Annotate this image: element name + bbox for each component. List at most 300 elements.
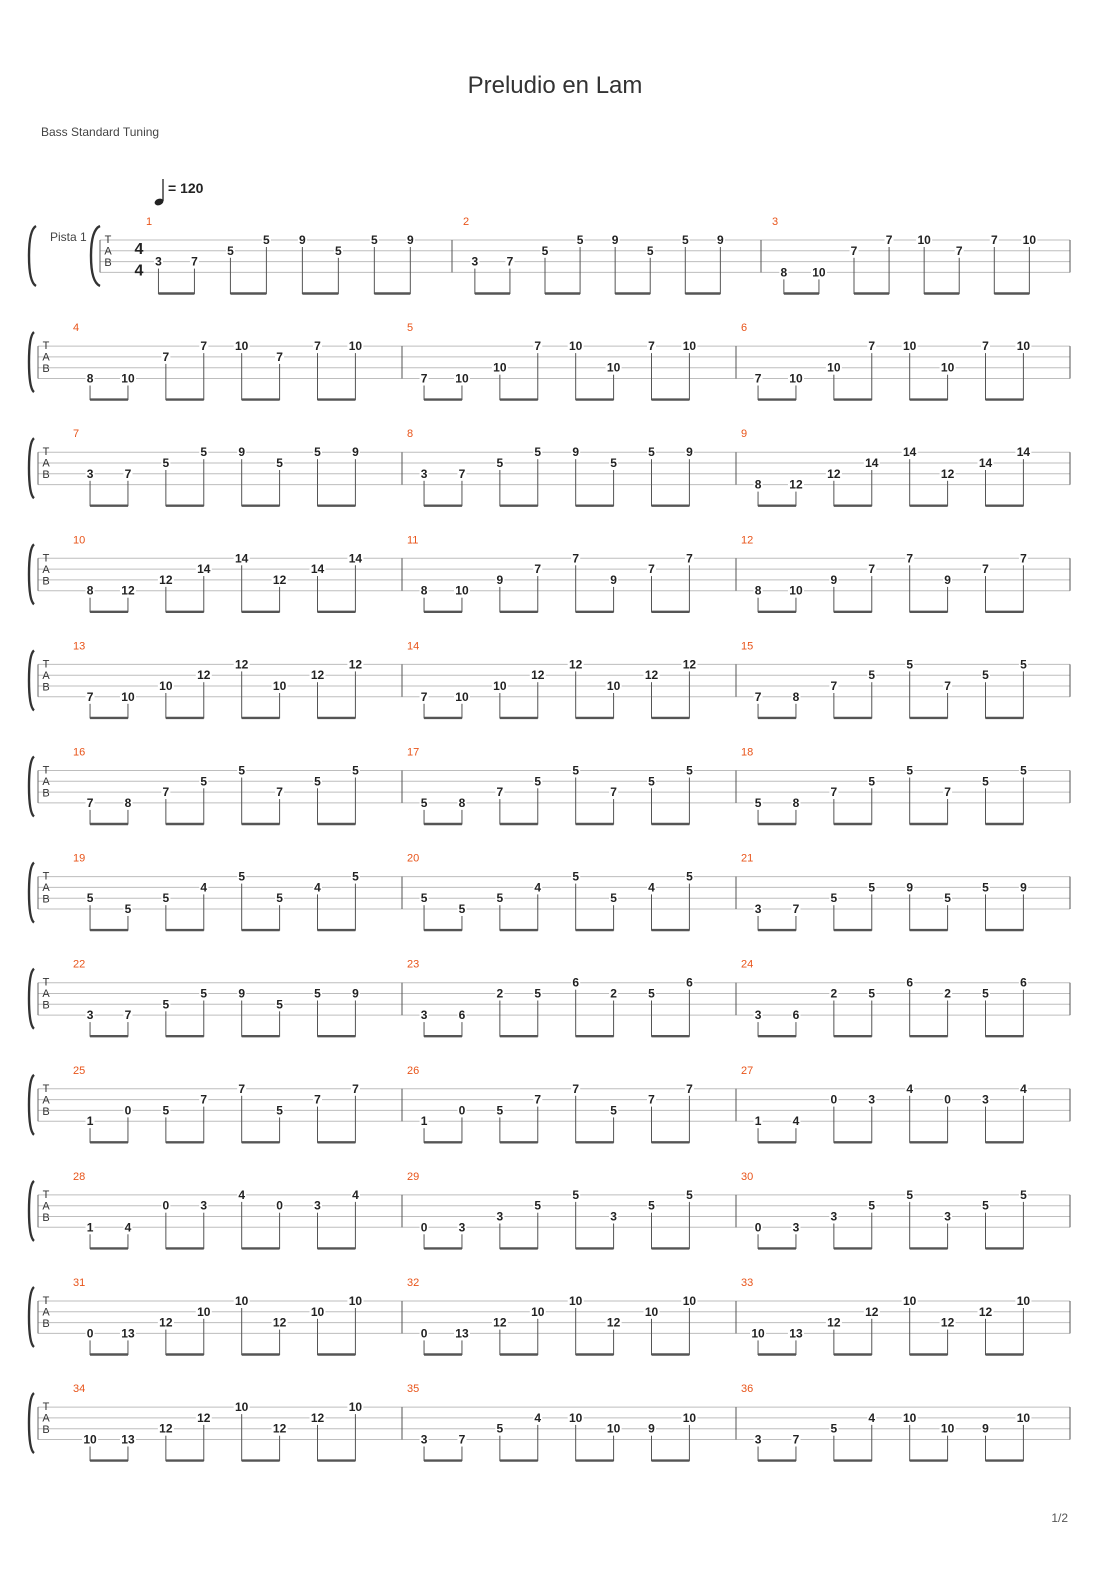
bar-number: 30	[741, 1170, 754, 1183]
fret-number: 12	[493, 1315, 507, 1330]
fret-number: 4	[1020, 1081, 1027, 1096]
fret-number: 5	[610, 456, 617, 470]
bar-number: 24	[741, 958, 754, 971]
fret-number: 5	[648, 1198, 655, 1213]
fret-number: 12	[569, 657, 583, 672]
fret-number: 7	[458, 1432, 466, 1447]
fret-number: 7	[86, 689, 94, 704]
bar-number: 29	[407, 1170, 420, 1183]
fret-number: 10	[903, 1410, 917, 1425]
fret-number: 12	[827, 466, 841, 481]
fret-number: 5	[944, 891, 951, 906]
fret-number: 3	[792, 1220, 800, 1235]
fret-number: 12	[827, 1315, 841, 1330]
fret-number: 5	[648, 445, 655, 460]
fret-number: 7	[868, 562, 876, 577]
tab-clef-letter: A	[42, 351, 50, 364]
fret-number: 5	[648, 774, 655, 789]
tab-clef-letter: B	[104, 257, 112, 269]
bar-number: 1	[146, 216, 153, 228]
fret-number: 5	[458, 902, 466, 916]
fret-number: 12	[940, 466, 955, 481]
fret-number: 14	[310, 562, 325, 577]
tempo-value: = 120	[168, 180, 204, 196]
fret-number: 10	[310, 1304, 325, 1319]
fret-number: 4	[124, 1220, 132, 1235]
bar-number: 27	[741, 1064, 754, 1077]
fret-number: 9	[572, 445, 580, 460]
bar-number: 22	[73, 958, 86, 971]
tab-clef-letter: B	[42, 1211, 50, 1224]
bar-number: 8	[407, 428, 414, 441]
fret-number: 0	[458, 1103, 466, 1118]
staff-brace	[91, 226, 100, 286]
bar-number: 2	[463, 216, 470, 228]
fret-number: 7	[850, 243, 858, 258]
fret-number: 5	[754, 795, 762, 810]
fret-number: 5	[576, 233, 584, 247]
fret-number: 10	[121, 689, 135, 704]
fret-number: 4	[352, 1187, 359, 1202]
staff-brace	[29, 544, 34, 604]
fret-number: 8	[780, 265, 788, 280]
staff-brace	[29, 438, 34, 498]
fret-number: 10	[235, 339, 249, 354]
fret-number: 7	[506, 254, 514, 269]
fret-number: 2	[610, 986, 617, 1001]
fret-number: 9	[352, 445, 359, 460]
fret-number: 6	[1020, 975, 1027, 990]
fret-number: 13	[121, 1326, 135, 1341]
tab-clef-letter: B	[42, 1105, 50, 1118]
fret-number: 7	[830, 785, 838, 800]
fret-number: 5	[610, 891, 617, 906]
tab-clef-letter: A	[42, 1094, 50, 1107]
tab-clef-letter: T	[42, 870, 50, 883]
tab-clef-letter: T	[42, 1295, 50, 1307]
fret-number: 12	[235, 657, 249, 672]
fret-number: 10	[751, 1326, 765, 1341]
fret-number: 3	[830, 1209, 838, 1224]
score-title: Preludio en Lam	[467, 72, 643, 99]
fret-number: 7	[944, 785, 951, 800]
tab-clef-letter: A	[42, 1306, 50, 1319]
bar-number: 16	[73, 746, 86, 759]
fret-number: 6	[572, 975, 580, 990]
fret-number: 7	[314, 1092, 321, 1107]
tab-clef-letter: B	[42, 575, 50, 588]
fret-number: 10	[455, 689, 469, 704]
bar-number: 7	[73, 428, 80, 441]
fret-number: 5	[263, 233, 270, 247]
fret-number: 14	[348, 551, 363, 566]
fret-number: 10	[493, 679, 507, 693]
fret-number: 12	[272, 572, 287, 587]
tab-clef-letter: A	[42, 882, 50, 895]
fret-number: 8	[754, 477, 762, 492]
tab-clef-letter: B	[42, 999, 50, 1012]
fret-number: 9	[610, 572, 617, 587]
fret-number: 10	[121, 371, 135, 386]
fret-number: 3	[200, 1198, 208, 1213]
fret-number: 10	[197, 1304, 211, 1319]
fret-number: 3	[155, 254, 162, 269]
fret-number: 1	[754, 1114, 762, 1129]
fret-number: 7	[868, 339, 876, 354]
fret-number: 10	[644, 1304, 659, 1319]
fret-number: 4	[200, 880, 208, 895]
fret-number: 5	[534, 986, 542, 1001]
fret-number: 5	[572, 1187, 580, 1202]
fret-number: 9	[906, 880, 914, 895]
fret-number: 3	[868, 1092, 876, 1107]
fret-number: 5	[830, 1421, 838, 1436]
fret-number: 3	[458, 1220, 466, 1235]
time-signature-top: 4	[134, 240, 144, 258]
tab-clef-letter: T	[42, 446, 50, 459]
fret-number: 5	[534, 774, 542, 789]
tab-clef-letter: T	[42, 658, 50, 671]
fret-number: 5	[352, 763, 359, 778]
fret-number: 0	[754, 1220, 762, 1235]
fret-number: 12	[272, 1315, 287, 1330]
bar-number: 10	[73, 534, 86, 547]
fret-number: 10	[1016, 339, 1031, 354]
tab-clef-letter: B	[42, 681, 50, 694]
fret-number: 1	[86, 1220, 94, 1235]
fret-number: 12	[159, 1421, 173, 1436]
fret-number: 9	[611, 233, 619, 247]
fret-number: 12	[272, 1421, 287, 1436]
fret-number: 10	[940, 360, 955, 375]
fret-number: 10	[606, 360, 621, 375]
fret-number: 4	[868, 1410, 876, 1425]
fret-number: 4	[534, 1410, 542, 1425]
fret-number: 5	[200, 986, 208, 1001]
fret-number: 10	[917, 233, 931, 247]
staff-brace	[29, 1393, 34, 1453]
fret-number: 7	[124, 1008, 132, 1023]
fret-number: 7	[276, 349, 283, 364]
bar-number: 31	[73, 1277, 86, 1289]
fret-number: 10	[682, 1294, 697, 1308]
fret-number: 7	[162, 349, 170, 364]
staff-brace	[29, 650, 34, 710]
staff-brace	[29, 226, 36, 286]
fret-number: 5	[200, 774, 208, 789]
fret-number: 12	[310, 1410, 325, 1425]
fret-number: 7	[982, 562, 989, 577]
fret-number: 8	[420, 583, 428, 598]
fret-number: 12	[606, 1315, 621, 1330]
fret-number: 0	[944, 1092, 951, 1107]
fret-number: 7	[200, 1092, 208, 1107]
fret-number: 5	[686, 869, 693, 884]
fret-number: 12	[865, 1304, 879, 1319]
fret-number: 9	[299, 233, 306, 247]
bar-number: 20	[407, 852, 420, 865]
fret-number: 9	[496, 572, 504, 587]
fret-number: 5	[648, 986, 655, 1001]
fret-number: 10	[682, 339, 697, 354]
fret-number: 10	[235, 1294, 249, 1308]
fret-number: 5	[352, 869, 359, 884]
fret-number: 9	[830, 572, 838, 587]
fret-number: 12	[682, 657, 697, 672]
fret-number: 10	[903, 339, 917, 354]
fret-number: 7	[200, 339, 208, 354]
fret-number: 13	[121, 1432, 135, 1447]
tab-clef-letter: B	[42, 1424, 50, 1437]
staff-brace	[29, 863, 34, 923]
fret-number: 5	[982, 1198, 989, 1213]
fret-number: 7	[686, 1081, 693, 1096]
fret-number: 10	[1016, 1410, 1031, 1425]
fret-number: 5	[681, 233, 689, 247]
bar-number: 21	[741, 852, 754, 865]
fret-number: 13	[455, 1326, 469, 1341]
tab-clef-letter: T	[42, 552, 50, 565]
bar-number: 12	[741, 534, 754, 547]
fret-number: 0	[420, 1326, 428, 1341]
fret-number: 5	[868, 668, 876, 683]
bar-number: 5	[407, 322, 414, 335]
fret-number: 9	[648, 1421, 655, 1436]
fret-number: 4	[238, 1187, 246, 1202]
fret-number: 4	[906, 1081, 914, 1096]
fret-number: 8	[792, 795, 800, 810]
fret-number: 5	[420, 795, 428, 810]
fret-number: 7	[792, 1432, 800, 1447]
fret-number: 5	[534, 1198, 542, 1213]
fret-number: 5	[906, 763, 914, 778]
fret-number: 0	[124, 1103, 132, 1118]
fret-number: 7	[906, 551, 914, 566]
fret-number: 10	[1022, 233, 1037, 247]
fret-number: 10	[682, 1410, 697, 1425]
fret-number: 7	[276, 785, 283, 800]
fret-number: 5	[238, 763, 246, 778]
fret-number: 9	[238, 445, 246, 460]
fret-number: 8	[124, 795, 132, 810]
fret-number: 12	[159, 1315, 173, 1330]
fret-number: 10	[812, 265, 826, 280]
fret-number: 7	[572, 551, 580, 566]
fret-number: 14	[197, 562, 211, 577]
tab-clef-letter: B	[42, 363, 50, 376]
fret-number: 0	[420, 1220, 428, 1235]
fret-number: 5	[227, 243, 234, 258]
fret-number: 5	[496, 1103, 504, 1118]
fret-number: 3	[982, 1092, 989, 1107]
fret-number: 5	[906, 1187, 914, 1202]
fret-number: 7	[86, 795, 94, 810]
tab-clef-letter: A	[42, 563, 50, 576]
fret-number: 7	[420, 689, 428, 704]
fret-number: 2	[944, 986, 951, 1001]
fret-number: 7	[686, 551, 693, 566]
fret-number: 1	[420, 1114, 428, 1129]
tab-clef-letter: T	[42, 340, 50, 353]
tab-clef-letter: B	[42, 1318, 50, 1330]
fret-number: 5	[686, 1187, 693, 1202]
fret-number: 10	[789, 583, 803, 598]
fret-number: 10	[1016, 1294, 1031, 1308]
bar-number: 23	[407, 958, 420, 971]
bar-number: 19	[73, 852, 86, 865]
fret-number: 3	[496, 1209, 504, 1224]
bar-number: 25	[73, 1064, 86, 1077]
fret-number: 7	[648, 562, 655, 577]
bar-number: 33	[741, 1277, 754, 1289]
fret-number: 5	[982, 774, 989, 789]
fret-number: 5	[610, 1103, 617, 1118]
fret-number: 5	[162, 891, 170, 906]
fret-number: 7	[944, 679, 951, 693]
fret-number: 10	[569, 1410, 583, 1425]
fret-number: 5	[982, 986, 989, 1001]
fret-number: 10	[235, 1400, 249, 1415]
fret-number: 9	[406, 233, 414, 247]
fret-number: 10	[789, 371, 803, 386]
fret-number: 10	[531, 1304, 545, 1319]
fret-number: 7	[496, 785, 504, 800]
fret-number: 7	[885, 233, 893, 247]
fret-number: 5	[200, 445, 208, 460]
fret-number: 7	[982, 339, 989, 354]
bar-number: 3	[772, 216, 779, 228]
fret-number: 7	[754, 371, 762, 386]
fret-number: 12	[121, 583, 135, 598]
fret-number: 14	[235, 551, 249, 566]
fret-number: 3	[610, 1209, 617, 1224]
fret-number: 8	[458, 795, 466, 810]
fret-number: 12	[978, 1304, 993, 1319]
staff-brace	[29, 332, 34, 392]
tab-clef-letter: T	[42, 1082, 50, 1095]
fret-number: 12	[940, 1315, 955, 1330]
tab-clef-letter: A	[104, 245, 112, 258]
fret-number: 3	[754, 1008, 762, 1023]
fret-number: 5	[982, 880, 989, 895]
fret-number: 0	[86, 1326, 94, 1341]
fret-number: 5	[124, 902, 132, 916]
tab-clef-letter: T	[42, 976, 50, 989]
fret-number: 4	[648, 880, 655, 895]
bar-number: 13	[73, 640, 86, 653]
fret-number: 9	[944, 572, 951, 587]
fret-number: 10	[940, 1421, 955, 1436]
fret-number: 14	[1016, 445, 1031, 460]
fret-number: 6	[792, 1008, 800, 1023]
fret-number: 7	[124, 466, 132, 481]
fret-number: 10	[348, 1294, 363, 1308]
bar-number: 9	[741, 428, 748, 441]
fret-number: 5	[868, 774, 876, 789]
fret-number: 6	[686, 975, 693, 990]
fret-number: 5	[238, 869, 246, 884]
fret-number: 2	[830, 986, 838, 1001]
fret-number: 7	[314, 339, 321, 354]
fret-number: 4	[792, 1114, 800, 1129]
fret-number: 12	[531, 668, 545, 683]
bar-number: 18	[741, 746, 754, 759]
fret-number: 5	[534, 445, 542, 460]
fret-number: 7	[754, 689, 762, 704]
bar-number: 6	[741, 322, 748, 335]
fret-number: 5	[982, 668, 989, 683]
tab-clef-letter: A	[42, 988, 50, 1001]
fret-number: 5	[541, 243, 549, 258]
fret-number: 7	[534, 339, 542, 354]
tab-clef-letter: B	[42, 893, 50, 906]
fret-number: 5	[868, 986, 876, 1001]
time-signature-bottom: 4	[134, 262, 144, 280]
fret-number: 13	[789, 1326, 803, 1341]
fret-number: 7	[238, 1081, 246, 1096]
fret-number: 8	[86, 583, 94, 598]
fret-number: 5	[420, 891, 428, 906]
fret-number: 5	[314, 774, 321, 789]
fret-number: 8	[754, 583, 762, 598]
tab-clef-letter: A	[42, 1412, 50, 1425]
fret-number: 5	[1020, 1187, 1027, 1202]
fret-number: 0	[276, 1198, 283, 1213]
fret-number: 10	[569, 1294, 583, 1308]
fret-number: 5	[868, 1198, 876, 1213]
fret-number: 6	[906, 975, 914, 990]
tab-clef-letter: T	[104, 234, 112, 246]
fret-number: 5	[276, 1103, 283, 1118]
fret-number: 12	[197, 668, 211, 683]
staff-brace	[29, 1075, 34, 1135]
fret-number: 8	[792, 689, 800, 704]
fret-number: 7	[610, 785, 617, 800]
staff-brace	[29, 969, 34, 1029]
staff-brace	[29, 1287, 34, 1347]
bar-number: 4	[73, 322, 80, 335]
bar-number: 14	[407, 640, 420, 653]
fret-number: 7	[792, 902, 800, 916]
fret-number: 5	[276, 997, 283, 1012]
bar-number: 32	[407, 1277, 420, 1289]
fret-number: 10	[83, 1432, 97, 1447]
fret-number: 14	[865, 456, 879, 470]
fret-number: 7	[990, 233, 998, 247]
tab-clef-letter: T	[42, 1401, 50, 1414]
fret-number: 3	[471, 254, 479, 269]
fret-number: 0	[162, 1198, 170, 1213]
bar-number: 11	[407, 534, 419, 547]
fret-number: 7	[572, 1081, 580, 1096]
fret-number: 14	[978, 456, 993, 470]
fret-number: 3	[420, 1008, 428, 1023]
fret-number: 7	[955, 243, 963, 258]
fret-number: 5	[496, 1421, 504, 1436]
fret-number: 5	[162, 997, 170, 1012]
bar-number: 15	[741, 640, 754, 653]
fret-number: 5	[370, 233, 378, 247]
fret-number: 10	[493, 360, 507, 375]
fret-number: 10	[606, 1421, 621, 1436]
fret-number: 5	[572, 869, 580, 884]
fret-number: 12	[197, 1410, 211, 1425]
fret-number: 10	[455, 583, 469, 598]
fret-number: 9	[1020, 880, 1027, 895]
bar-number: 26	[407, 1064, 420, 1077]
fret-number: 0	[830, 1092, 838, 1107]
fret-number: 7	[191, 254, 198, 269]
